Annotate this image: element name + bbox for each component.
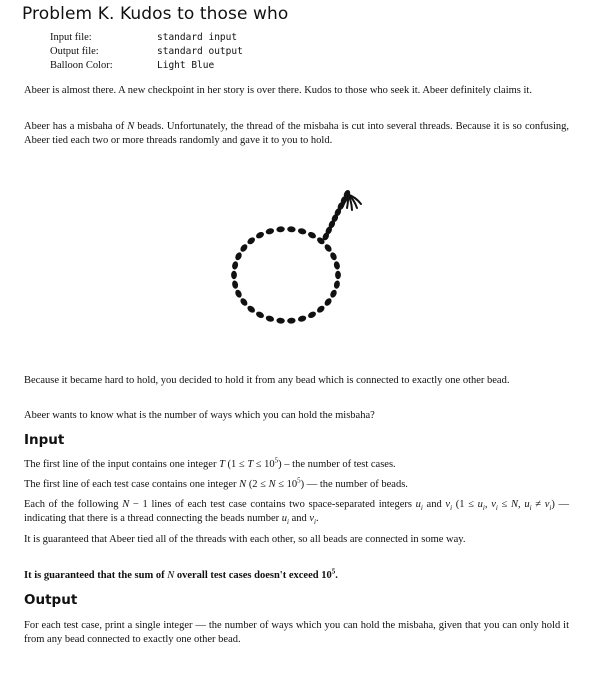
bead — [234, 251, 243, 261]
bead — [255, 231, 265, 240]
bead — [316, 304, 326, 314]
math-var: u — [281, 513, 287, 524]
input-line-3 — [24, 498, 569, 526]
subscript: i — [529, 504, 532, 513]
math-var: N — [167, 570, 175, 581]
input-line-1 — [24, 458, 569, 472]
meta-key: Output file: — [50, 46, 99, 57]
subscript: i — [420, 504, 423, 513]
text-run: Each of the following — [24, 499, 123, 510]
text-run: It is guaranteed that the sum of — [24, 570, 168, 581]
input-line-2 — [24, 478, 569, 492]
bead — [231, 280, 239, 290]
meta-value: Light Blue — [157, 60, 215, 71]
text-run: ≤ 10 — [275, 479, 298, 490]
subscript: i — [495, 504, 498, 513]
bead — [333, 280, 341, 290]
misbaha-beads — [231, 189, 361, 324]
bead — [276, 226, 285, 233]
bead — [246, 304, 256, 314]
output-heading: Output — [24, 592, 78, 608]
subscript: i — [450, 504, 453, 513]
text-run: The first line of the input contains one integer — [24, 459, 220, 470]
math-var: v — [491, 499, 496, 510]
text-run: (1 ≤ — [452, 499, 478, 510]
bead — [287, 317, 296, 324]
text-run: and — [288, 513, 310, 524]
meta-value: standard input — [157, 32, 238, 43]
bead — [323, 243, 333, 253]
text-run: ≤ 10 — [253, 459, 275, 470]
meta-key: Input file: — [50, 32, 92, 43]
bead — [287, 226, 296, 233]
subscript: i — [314, 518, 316, 527]
statement-paragraph-4: Abeer wants to know what is the number of ways which you can hold the misbaha? — [24, 410, 375, 421]
text-run: Abeer has a misbaha of — [24, 121, 128, 132]
bead — [307, 310, 317, 319]
text-run: − 1 lines of each test case contains two space-separated integers — [129, 499, 416, 510]
text-run: ) — indicating that there is a thread connecting the beads number — [24, 499, 570, 524]
bead — [265, 315, 275, 323]
bead — [307, 231, 317, 240]
subscript: i — [287, 518, 289, 527]
exponent: 5 — [274, 456, 279, 465]
bead — [239, 243, 249, 253]
bead — [265, 227, 275, 235]
input-line-5 — [24, 569, 569, 583]
exponent: 5 — [331, 567, 336, 576]
math-var: v — [309, 513, 315, 524]
problem-title: Problem K. Kudos to those who — [22, 4, 289, 24]
math-var: N — [127, 121, 135, 132]
bead — [297, 227, 307, 235]
text-run: . — [316, 513, 319, 524]
text-run: and — [422, 499, 446, 510]
bead — [329, 289, 338, 299]
bead — [246, 236, 256, 246]
text-run: ≠ — [531, 499, 545, 510]
text-run: (1 ≤ — [224, 459, 248, 470]
bead — [231, 271, 237, 279]
bead — [239, 297, 249, 307]
text-run: , — [518, 499, 525, 510]
text-run: beads. Unfortunately, the thread of the misbaha is cut into several threads. Because it is so confusing, Abeer tied each two or more threads randomly and gave it to you to hold. — [24, 121, 569, 146]
statement-paragraph-3: Because it became hard to hold, you decided to hold it from any bead which is connected to exactly one other bead. — [24, 375, 510, 386]
text-run: , — [484, 499, 492, 510]
bead — [255, 310, 265, 319]
math-var: u — [477, 499, 483, 510]
math-var: N — [510, 499, 518, 510]
text-run: . — [335, 570, 338, 581]
subscript: i — [482, 504, 485, 513]
text-run: ) — the number of beads. — [300, 479, 408, 490]
math-var: N — [268, 479, 276, 490]
bead — [329, 251, 338, 261]
math-var: v — [544, 499, 550, 510]
math-var: N — [122, 499, 130, 510]
exponent: 5 — [297, 476, 301, 485]
text-run: (2 ≤ — [246, 479, 269, 490]
bead — [297, 315, 307, 323]
bead — [234, 289, 243, 299]
bead — [335, 271, 341, 279]
input-heading: Input — [24, 432, 65, 448]
output-text: For each test case, print a single integer — the number of ways which you can hold the misbaha, given that you can only hold it from any bead connected to exactly one other bead. — [24, 620, 569, 645]
meta-value: standard output — [157, 46, 243, 57]
text-run: The first line of each test case contains one integer — [24, 479, 240, 490]
statement-paragraph-1: Abeer is almost there. A new checkpoint in her story is over there. Kudos to those who seek it. Abeer definitely claims it. — [24, 85, 532, 96]
bead — [231, 261, 239, 271]
math-var: u — [524, 499, 530, 510]
subscript: i — [549, 504, 552, 513]
math-var: N — [239, 479, 247, 490]
text-run: ) – the number of test cases. — [278, 459, 396, 470]
text-run: ≤ — [497, 499, 511, 510]
math-var: v — [445, 499, 451, 510]
math-var: T — [247, 459, 254, 470]
meta-key: Balloon Color: — [50, 60, 113, 71]
bead — [323, 297, 333, 307]
bead — [333, 261, 341, 271]
input-line-4: It is guaranteed that Abeer tied all of the threads with each other, so all beads are connected in some way. — [24, 534, 466, 545]
math-var: u — [415, 499, 421, 510]
text-run: overall test cases doesn't exceed 10 — [174, 570, 332, 581]
math-var: T — [219, 459, 225, 470]
bead — [276, 317, 285, 324]
